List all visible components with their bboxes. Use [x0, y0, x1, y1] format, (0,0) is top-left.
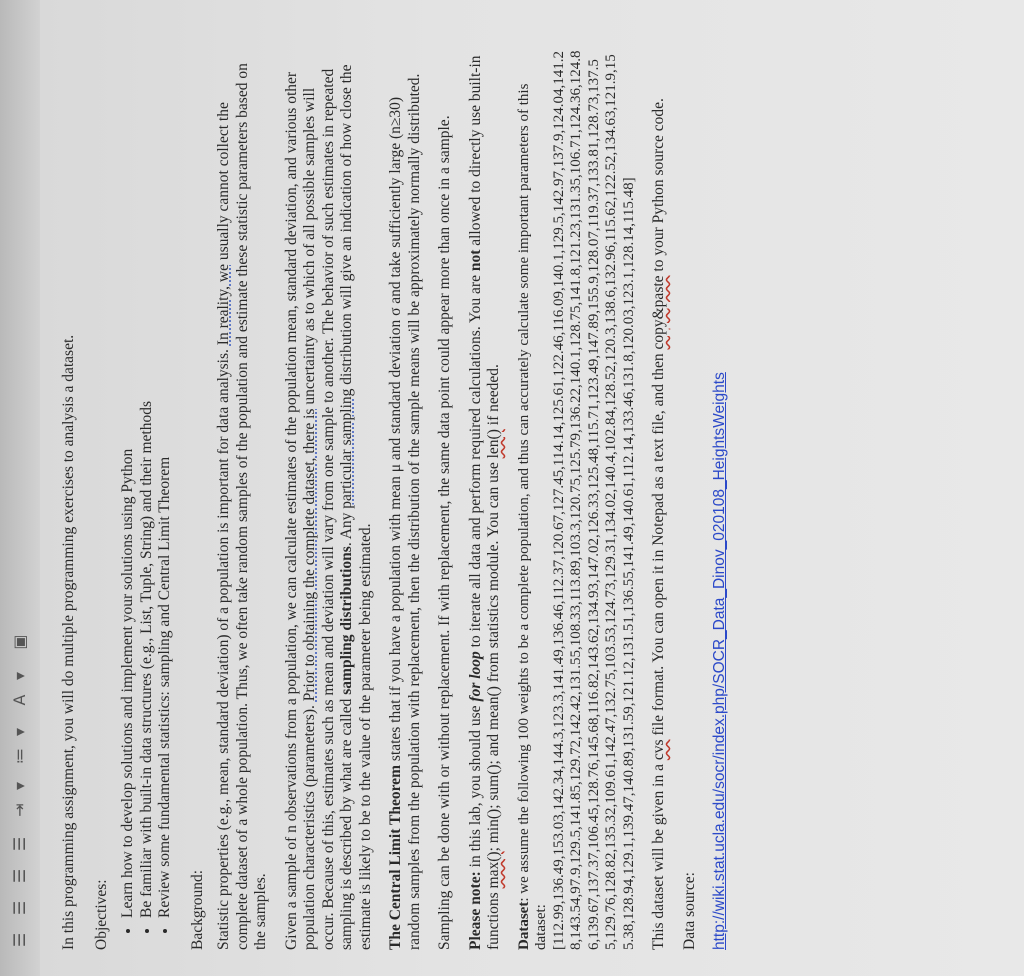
toolbar [0, 0, 41, 976]
menu-lines-icon[interactable]: ☰ [10, 836, 29, 852]
image-icon[interactable]: ▣ [10, 634, 29, 650]
note-paragraph: Please note: in this lab, you should use for loop to iterate all data and perform required calculations. You are not allowed to directly use built-in functions max(); min(); sum(); and mean() from statistics module. You can use len() if needed. [466, 55, 502, 950]
chevron-down-icon[interactable]: ▾ [10, 727, 29, 737]
objectives-label: Objectives: [92, 879, 110, 950]
format-paragraph: This dataset will be given in a cvs file format. You can open it in Notepad as a text file, and then copy&paste to your Python source code. [650, 98, 667, 950]
text-format-icon[interactable]: A [10, 694, 29, 706]
chevron-down-icon[interactable]: ▾ [10, 671, 29, 681]
clt-paragraph: The Central Limit Theorem states that if you have a population with mean μ and standard deviation σ and take sufficiently large (n≥30) random samples from the population with replacement, then the distribution of the sample means will be approximately normally distributed. [387, 73, 423, 950]
background-paragraph-2: Given a sample of n observations from a population, we can calculate estimates of the population mean, standard deviation, and various other population characteristics (parameters). Prior to obtaining the complete dataset, there is uncertainty as to which of all possible samples will occur. Because of this, estimates such as mean and deviation will vary from one sample to another. The behavior of such estimates in repeated sampling is described by what are called sampling distributions. Any particular sampling distribution will give an indication of how close the estimate is likely to be to the value of the parameter being estimated. [282, 64, 374, 950]
objectives-list [119, 50, 175, 950]
menu-lines-icon[interactable]: ☰ [10, 868, 29, 884]
list-bullets-icon[interactable]: ≔ [10, 748, 29, 764]
list-item: • Learn how to develop solutions and implement your solutions using Python [119, 50, 138, 918]
source-paragraph [711, 50, 730, 950]
assignment-content [60, 40, 980, 960]
source-link[interactable]: http://wiki.stat.ucla.edu/socr/index.php/SOCR_Data_Dinov_020108_HeightsWeights [711, 372, 728, 950]
intro-text: In this programming assignment, you will do multiple programming exercises to analysis a dataset. [60, 334, 77, 950]
list-item: • Review some fundamental statistics: sampling and Central Limit Theorem [156, 50, 175, 918]
dataset-paragraph: Dataset: we assume the following 100 weights to be a complete population, and thus can accurately calculate some important parameters of this dataset: [112.99,136.49,153.03,142.34,144.3,123.3,141.49,136.46,112.37,120.67,127.45,114.14,125.61,122.46,116.09,140.1,129.5,142.97,137.9,124.04,141.28,143.54,97.9,129.5,141.85,129.72,142.42,131.55,108.33,113.89,103.3,120.75,125.79,136.22,140.1,128.75,141.8,121.23,131.35,106.71,124.36,124.86,139.67,137.37,106.45,128.76,145.68,116.82,143.62,134.93,147.02,126.33,125.48,115.71,123.49,147.89,155.9,128.07,119.37,133.81,128.73,137.55,129.76,128.82,135.32,109.61,142.47,132.75,103.53,124.73,129.31,134.02,140.4,102.84,128.52,120.3,138.6,132.96,115.62,122.52,134.63,121.9,155.38,128.94,129.1,139.47,140.89,131.59,121.12,131.51,136.55,141.49,140.61,112.14,133.46,131.8,120.03,123.1,128.14,115.48] [515, 50, 637, 950]
chevron-down-icon[interactable]: ▾ [10, 781, 29, 791]
background-label: Background: [188, 869, 206, 950]
list-item: • Be familiar with built-in data structures (e.g., List, Tuple, String) and their methods [138, 50, 157, 918]
source-label: Data source: [680, 872, 698, 950]
sampling-paragraph: Sampling can be done with or without replacement. If with replacement, the same data point could appear more than once in a sample. [436, 115, 453, 950]
menu-lines-icon[interactable]: ☰ [10, 900, 29, 916]
menu-lines-icon[interactable]: ☰ [10, 932, 29, 948]
list-indent-icon[interactable]: ⇥ [10, 803, 29, 817]
dataset-values: [112.99,136.49,153.03,142.34,144.3,123.3,141.49,136.46,112.37,120.67,127.45,114.14,125.61,122.46,116.09,140.1,129.5,142.97,137.9,124.04,141.28,143.54,97.9,129.5,141.85,129.72,142.42,131.55,108.33,113.89,103.3,120.75,125.79,136.22,140.1,128.75,141.8,121.23,131.35,106.71,124.36,124.86,139.67,137.37,106.45,128.76,145.68,116.82,143.62,134.93,147.02,126.33,125.48,115.71,123.49,147.89,155.9,128.07,119.37,133.81,128.73,137.55,129.76,128.82,135.32,109.61,142.47,132.75,103.53,124.73,129.31,134.02,140.4,102.84,128.52,120.3,138.6,132.96,115.62,122.52,134.63,121.9,155.38,128.94,129.1,139.47,140.89,131.59,121.12,131.51,136.55,141.49,140.61,112.14,133.46,131.8,120.03,123.1,128.14,115.48] [550, 50, 637, 950]
background-paragraph-1: Statistic properties (e.g., mean, standard deviation) of a population is important for data analysis. In reality, we usually cannot collect the complete dataset of a whole population. Thus, we often take random samples of the population and estimate these statistic parameters based on the samples. [215, 63, 269, 950]
